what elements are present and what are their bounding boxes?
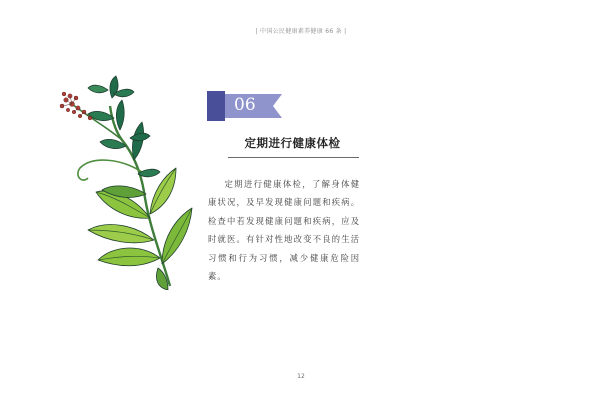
section-body: 定期进行健康体检，了解身体健康状况，及早发现健康问题和疾病。检查中若发现健康问题和疾病，应及时就医。有针对性地改变不良的生活习惯和行为习惯，减少健康危险因素。 [208,179,360,282]
title-divider [228,157,359,158]
section-title: 定期进行健康体检 [244,136,341,150]
herb-branch-illustration [50,68,195,290]
running-header: | 中国公民健康素养健康 66 条 | [255,28,347,35]
page-number: 12 [297,373,305,380]
section-number: 06 [234,95,256,115]
